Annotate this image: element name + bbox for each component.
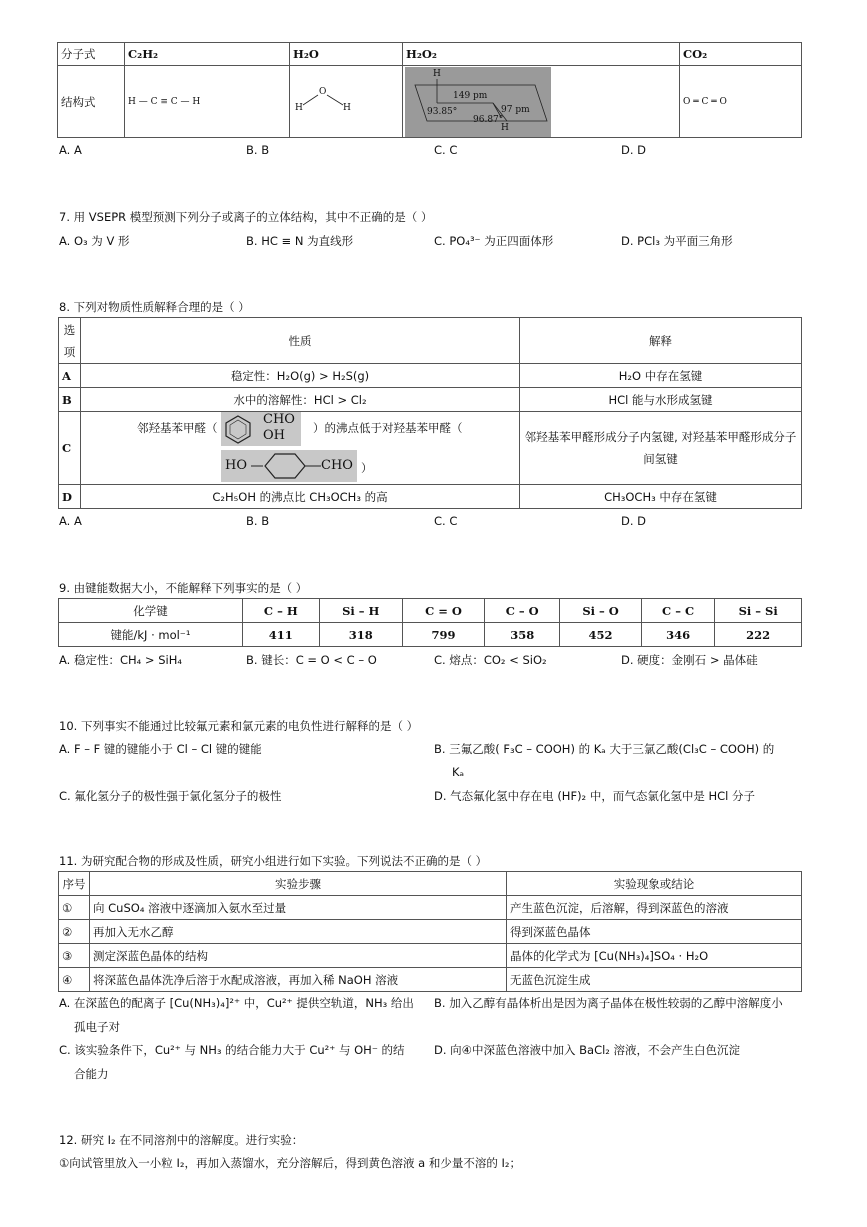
q9-header-4: C – O	[485, 599, 560, 623]
h2o2-diagram	[405, 67, 551, 137]
q11-option-c[interactable]: C. 该实验条件下，Cu²⁺ 与 NH₃ 的结合能力大于 Cu²⁺ 与 OH⁻ 的结	[59, 1043, 405, 1057]
q8-row-c-prop-a: 邻羟基苯甲醛（	[137, 421, 218, 435]
q6-option-c[interactable]: C. C	[434, 143, 458, 157]
para-hydroxybenzaldehyde-image	[221, 450, 357, 482]
q7-stem: 7. 用 VSEPR 模型预测下列分子或离子的立体结构，其中不正确的是（ ）	[59, 210, 433, 224]
q11-row1-num: ①	[59, 896, 90, 920]
q10-option-d[interactable]: D. 气态氟化氢中存在电 (HF)₂ 中，而气态氯化氢中是 HCl 分子	[434, 789, 756, 803]
q6-formula-co2: CO₂	[680, 43, 802, 66]
q9-header-6: C – C	[641, 599, 714, 623]
q9-option-d[interactable]: D. 硬度：金刚石 > 晶体硅	[621, 653, 758, 667]
q8-header-opt: 选项	[59, 318, 81, 364]
q11-row2-num: ②	[59, 920, 90, 944]
q9-header-bond: 化学键	[59, 599, 243, 623]
q8-option-a[interactable]: A. A	[59, 514, 82, 528]
q11-table	[58, 871, 802, 992]
q9-value-5: 452	[560, 623, 642, 647]
ortho-hydroxybenzaldehyde-image	[221, 412, 301, 446]
q11-row3-step: 测定深蓝色晶体的结构	[90, 944, 507, 968]
q8-row-c-opt: C	[59, 412, 81, 485]
q11-header-num: 序号	[59, 872, 90, 896]
q6-option-b[interactable]: B. B	[246, 143, 270, 157]
q11-header-step: 实验步骤	[90, 872, 507, 896]
q10-stem: 10. 下列事实不能通过比较氟元素和氯元素的电负性进行解释的是（ ）	[59, 719, 419, 733]
q8-row-b-prop: 水中的溶解性：HCl > Cl₂	[81, 388, 520, 412]
q6-formula-h2o: H₂O	[290, 43, 403, 66]
q9-header-7: Si – Si	[715, 599, 802, 623]
q6-formula-h2o2: H₂O₂	[403, 43, 680, 66]
h2o2-d1: 149 pm	[453, 90, 488, 101]
q8-row-d-opt: D	[59, 485, 81, 509]
q9-table	[58, 598, 802, 647]
q6-option-d[interactable]: D. D	[621, 143, 647, 157]
q11-option-c-cont: 合能力	[74, 1067, 109, 1081]
q8-row-b-opt: B	[59, 388, 81, 412]
q11-row3-res: 晶体的化学式为 [Cu(NH₃)₄]SO₄ · H₂O	[507, 944, 802, 968]
q12-stem: 12. 研究 I₂ 在不同溶剂中的溶解度。进行实验：	[59, 1133, 304, 1147]
q9-value-3: 799	[402, 623, 484, 647]
q8-option-b[interactable]: B. B	[246, 514, 270, 528]
h2o-o: O	[319, 86, 327, 97]
q10-option-a[interactable]: A. F – F 键的键能小于 Cl – Cl 键的键能	[59, 742, 262, 756]
q6-formula-c2h2: C₂H₂	[125, 43, 290, 66]
q9-header-2: Si – H	[319, 599, 402, 623]
q9-value-6: 346	[641, 623, 714, 647]
q9-option-c[interactable]: C. 熔点：CO₂ < SiO₂	[434, 653, 547, 667]
q8-row-c-prop-b: ）的沸点低于对羟基苯甲醛（	[313, 421, 463, 435]
q11-stem: 11. 为研究配合物的形成及性质，研究小组进行如下实验。下列说法不正确的是（ ）	[59, 854, 488, 868]
q8-row-c-prop-c: ）	[361, 461, 373, 475]
q11-header-res: 实验现象或结论	[507, 872, 802, 896]
h2o2-a2: 96.87°	[473, 114, 504, 125]
q8-header-prop: 性质	[81, 318, 520, 364]
q7-option-c[interactable]: C. PO₄³⁻ 为正四面体形	[434, 234, 554, 248]
benzene-ring-icon	[223, 414, 253, 444]
q9-option-a[interactable]: A. 稳定性：CH₄ > SiH₄	[59, 653, 182, 667]
q9-value-7: 222	[715, 623, 802, 647]
q8-header-expl: 解释	[520, 318, 802, 364]
q8-row-d-expl: CH₃OCH₃ 中存在氢键	[520, 485, 802, 509]
h2o-h1: H	[295, 102, 303, 113]
q11-row4-res: 无蓝色沉淀生成	[507, 968, 802, 992]
q12-line1: ①向试管里放入一小粒 I₂，再加入蒸馏水，充分溶解后，得到黄色溶液 a 和少量不溶的 I₂；	[59, 1156, 521, 1170]
q11-row1-step: 向 CuSO₄ 溶液中逐滴加入氨水至过量	[90, 896, 507, 920]
h2o-bonds	[293, 67, 363, 127]
q9-header-3: C = O	[402, 599, 484, 623]
q11-row2-step: 再加入无水乙醇	[90, 920, 507, 944]
q8-row-a-expl: H₂O 中存在氢键	[520, 364, 802, 388]
q6-struct-c2h2: H — C ≡ C — H	[125, 66, 290, 138]
q11-option-a-cont: 孤电子对	[74, 1020, 120, 1034]
para-cho: CHO	[321, 458, 353, 473]
q9-option-b[interactable]: B. 键长：C = O < C – O	[246, 653, 377, 667]
q11-row2-res: 得到深蓝色晶体	[507, 920, 802, 944]
q7-option-a[interactable]: A. O₃ 为 V 形	[59, 234, 130, 248]
q11-option-b[interactable]: B. 加入乙醇有晶体析出是因为离子晶体在极性较弱的乙醇中溶解度小	[434, 996, 783, 1010]
q9-value-1: 411	[243, 623, 320, 647]
q6-table	[57, 42, 802, 138]
q11-row4-num: ④	[59, 968, 90, 992]
q8-row-a-opt: A	[59, 364, 81, 388]
q9-header-5: Si – O	[560, 599, 642, 623]
q6-struct-h2o2	[403, 66, 680, 138]
q11-option-a[interactable]: A. 在深蓝色的配离子 [Cu(NH₃)₄]²⁺ 中，Cu²⁺ 提供空轨道，NH₃ 给出	[59, 996, 414, 1010]
q6-row1-label: 分子式	[58, 43, 125, 66]
q6-option-a[interactable]: A. A	[59, 143, 82, 157]
benzene-ring-icon	[251, 451, 321, 481]
ortho-oh: OH	[263, 428, 285, 443]
h2o2-h-top: H	[433, 68, 441, 79]
q8-option-d[interactable]: D. D	[621, 514, 647, 528]
h2o2-h-bottom: H	[501, 122, 509, 133]
q11-row1-res: 产生蓝色沉淀，后溶解，得到深蓝色的溶液	[507, 896, 802, 920]
h2o2-d2: 97 pm	[501, 104, 530, 115]
q9-value-2: 318	[319, 623, 402, 647]
q8-row-c-prop	[81, 412, 520, 485]
q8-table	[58, 317, 802, 509]
q9-header-1: C – H	[243, 599, 320, 623]
h2o2-structure-image	[405, 67, 551, 137]
h2o2-a1: 93.85°	[427, 106, 458, 117]
h2o-h2: H	[343, 102, 351, 113]
q7-option-d[interactable]: D. PCl₃ 为平面三角形	[621, 234, 733, 248]
q11-row3-num: ③	[59, 944, 90, 968]
q11-option-d[interactable]: D. 向④中深蓝色溶液中加入 BaCl₂ 溶液，不会产生白色沉淀	[434, 1043, 741, 1057]
q10-option-c[interactable]: C. 氟化氢分子的极性强于氯化氢分子的极性	[59, 789, 282, 803]
q6-struct-co2: O ═ C ═ O	[680, 66, 802, 138]
q6-row2-label: 结构式	[58, 66, 125, 138]
q8-row-a-prop: 稳定性：H₂O(g) > H₂S(g)	[81, 364, 520, 388]
q6-struct-h2o	[290, 66, 403, 138]
q8-option-c[interactable]: C. C	[434, 514, 458, 528]
q7-option-b[interactable]: B. HC ≡ N 为直线形	[246, 234, 354, 248]
q8-row-b-expl: HCl 能与水形成氢键	[520, 388, 802, 412]
q8-row-c-expl: 邻羟基苯甲醛形成分子内氢键, 对羟基苯甲醛形成分子间氢键	[520, 412, 802, 485]
q8-stem: 8. 下列对物质性质解释合理的是（ ）	[59, 300, 250, 314]
q9-value-4: 358	[485, 623, 560, 647]
para-ho: HO	[225, 458, 247, 473]
q8-row-d-prop: C₂H₅OH 的沸点比 CH₃OCH₃ 的高	[81, 485, 520, 509]
q10-option-b-cont: Kₐ	[452, 765, 465, 779]
q11-row4-step: 将深蓝色晶体洗净后溶于水配成溶液，再加入稀 NaOH 溶液	[90, 968, 507, 992]
q10-option-b[interactable]: B. 三氟乙酸( F₃C – COOH) 的 Kₐ 大于三氯乙酸(Cl₃C – COOH) 的	[434, 742, 775, 756]
ortho-cho: CHO	[263, 412, 295, 427]
q9-stem: 9. 由键能数据大小，不能解释下列事实的是（ ）	[59, 581, 308, 595]
q9-row-label: 键能/kJ · mol⁻¹	[59, 623, 243, 647]
